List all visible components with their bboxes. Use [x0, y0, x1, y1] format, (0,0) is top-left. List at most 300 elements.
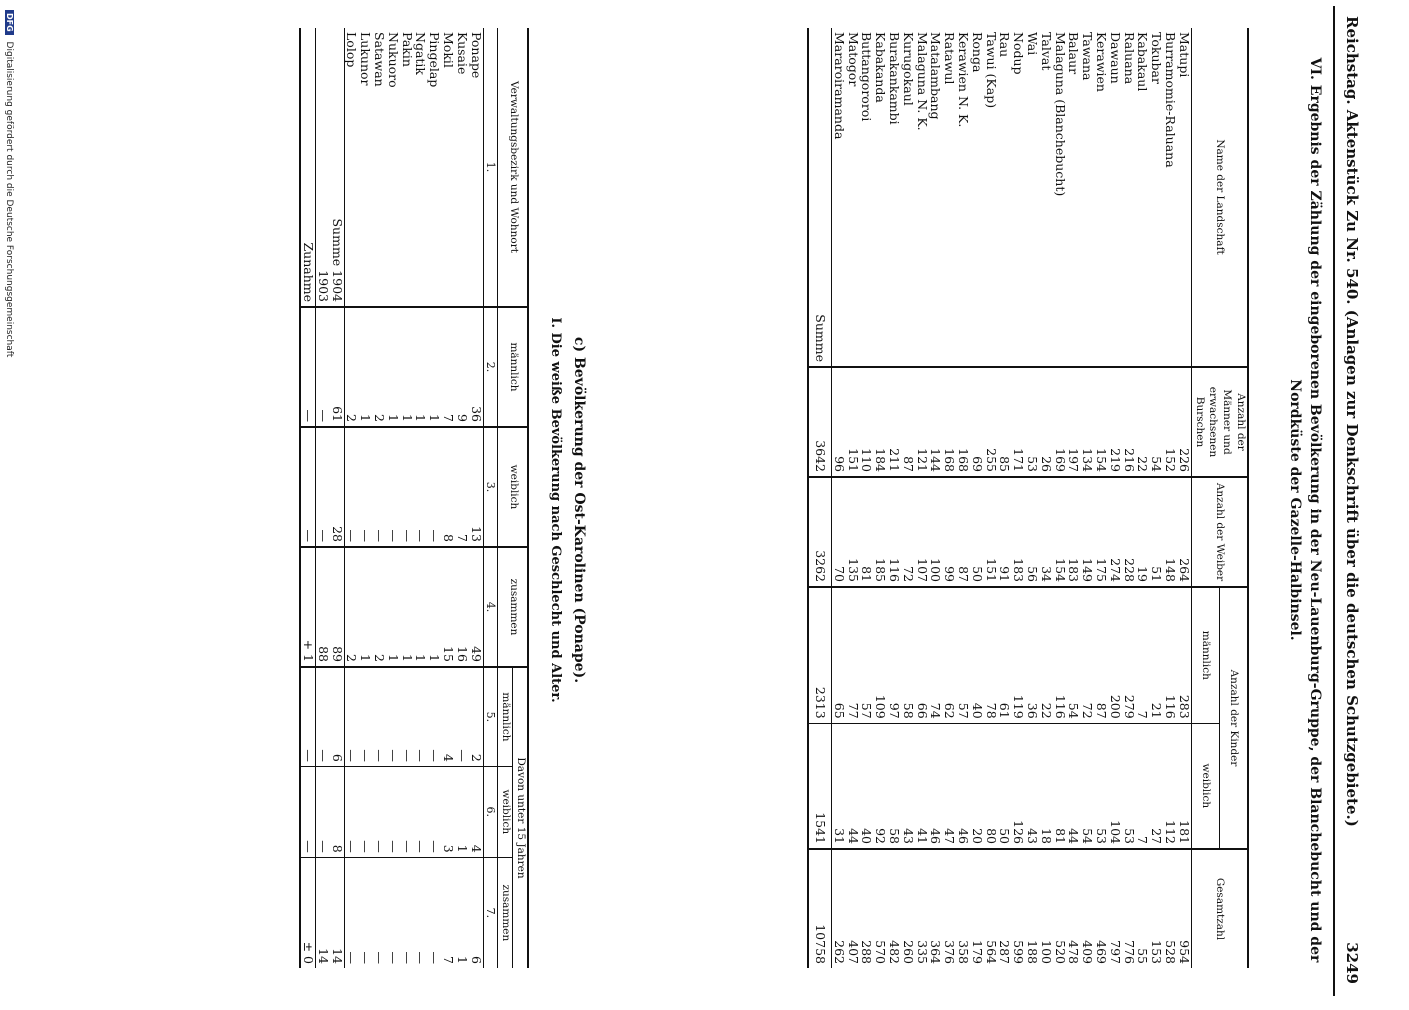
- female-count: 7: [455, 427, 469, 547]
- together-count: 88: [316, 547, 330, 667]
- header-title: Reichstag. Aktenstück Zu Nr. 540. (Anlagen zur Denkschrift über die deutschen Schutzgebiete.): [1343, 16, 1361, 827]
- men-count: 168: [942, 367, 956, 477]
- table-row: [832, 28, 846, 968]
- col-header-male: männlich: [498, 307, 528, 427]
- male-u15-count: —: [316, 667, 330, 766]
- women-count: 81: [860, 477, 874, 587]
- together-count: 1: [414, 547, 428, 667]
- female-u15-count: 8: [330, 766, 344, 857]
- landscape-name: Kerawien: [1094, 32, 1110, 92]
- male-u15-count: —: [300, 667, 315, 766]
- total-count: 478: [1067, 849, 1081, 968]
- boys-count: 21: [1149, 587, 1163, 723]
- sum-girls: 1541: [808, 723, 831, 849]
- district-name: Lolop: [344, 32, 360, 68]
- landscape-name: Matogor: [845, 32, 861, 87]
- female-u15-count: —: [358, 766, 372, 857]
- section-title: VI. Ergebnis der Zählung der eingeborenen Bevölkerung in der Neu-Lauenburg-Gruppe, der Blanchebucht und der Nordküste der Gazelle-Halbinsel.: [1287, 57, 1323, 963]
- footer-text: Digitalisierung gefördert durch die Deutsche Forschungsgemeinschaft: [4, 41, 14, 358]
- women-count: 72: [901, 477, 915, 587]
- boys-count: 116: [1163, 587, 1177, 723]
- sum-men: 3642: [808, 367, 831, 477]
- women-count: 183: [1011, 477, 1025, 587]
- boys-count: 61: [998, 587, 1012, 723]
- table-row: [1108, 28, 1122, 968]
- sum-row: [808, 28, 831, 968]
- female-u15-count: —: [344, 766, 358, 857]
- male-count: 1: [358, 307, 372, 427]
- boys-count: 119: [1011, 587, 1025, 723]
- col-header-under15: Davon unter 15 Jahren: [513, 667, 528, 968]
- boys-count: 62: [942, 587, 956, 723]
- sum-boys: 2313: [808, 587, 831, 723]
- total-count: 407: [846, 849, 860, 968]
- boys-count: 77: [846, 587, 860, 723]
- total-count: 55: [1136, 849, 1150, 968]
- total-count: 528: [1163, 849, 1177, 968]
- boys-count: 74: [929, 587, 943, 723]
- total-count: 520: [1053, 849, 1067, 968]
- women-count: 154: [1053, 477, 1067, 587]
- women-count: 228: [1122, 477, 1136, 587]
- male-count: —: [316, 307, 330, 427]
- district-name: Mokil: [441, 32, 457, 68]
- table-row: [1011, 28, 1025, 968]
- male-count: —: [300, 307, 315, 427]
- women-count: 87: [956, 477, 970, 587]
- total-count: 260: [901, 849, 915, 968]
- women-count: 19: [1136, 477, 1150, 587]
- footer: [4, 0, 14, 1010]
- landscape-name: Mararoiramanda: [831, 32, 847, 140]
- landscape-name: Malaguna (Blanchebucht): [1052, 32, 1068, 197]
- girls-count: 18: [1039, 723, 1053, 849]
- women-count: 50: [970, 477, 984, 587]
- table-row: [915, 28, 929, 968]
- women-count: 99: [942, 477, 956, 587]
- women-count: 51: [1149, 477, 1163, 587]
- landscape-name: Balaur: [1066, 32, 1082, 75]
- girls-count: 43: [1025, 723, 1039, 849]
- girls-count: 43: [901, 723, 915, 849]
- district-name: Pakin: [399, 32, 415, 67]
- girls-count: 20: [970, 723, 984, 849]
- female-u15-count: —: [414, 766, 428, 857]
- boys-count: 66: [915, 587, 929, 723]
- women-count: 183: [1067, 477, 1081, 587]
- men-count: 134: [1080, 367, 1094, 477]
- together-u15-count: 14: [316, 857, 330, 968]
- total-count: 469: [1094, 849, 1108, 968]
- male-u15-count: —: [358, 667, 372, 766]
- table-row: [372, 28, 386, 968]
- girls-count: 80: [984, 723, 998, 849]
- boys-count: 97: [887, 587, 901, 723]
- table-row: [984, 28, 998, 968]
- girls-count: 112: [1163, 723, 1177, 849]
- male-count: 1: [386, 307, 400, 427]
- girls-count: 104: [1108, 723, 1122, 849]
- boys-count: 116: [1053, 587, 1067, 723]
- together-u15-count: —: [372, 857, 386, 968]
- women-count: 91: [998, 477, 1012, 587]
- male-u15-count: 2: [469, 667, 483, 766]
- together-count: 1: [400, 547, 414, 667]
- together-count: 1: [386, 547, 400, 667]
- district-name: Satawan: [372, 32, 388, 87]
- women-count: 116: [887, 477, 901, 587]
- together-count: + 1: [300, 547, 315, 667]
- table-row: [970, 28, 984, 968]
- women-count: 34: [1039, 477, 1053, 587]
- boys-count: 109: [873, 587, 887, 723]
- total-count: 335: [915, 849, 929, 968]
- district-name: Summe 1904: [330, 28, 344, 307]
- girls-count: 50: [998, 723, 1012, 849]
- landscape-name: Dawaun: [1107, 32, 1123, 84]
- girls-count: 44: [846, 723, 860, 849]
- together-u15-count: ± 0: [300, 857, 315, 968]
- female-u15-count: 3: [441, 766, 455, 857]
- landscape-name: Kurugokaul: [900, 32, 916, 106]
- table-row: [998, 28, 1012, 968]
- male-u15-count: 6: [330, 667, 344, 766]
- boys-count: 22: [1039, 587, 1053, 723]
- boys-count: 54: [1067, 587, 1081, 723]
- district-name: Ngatik: [413, 32, 429, 75]
- together-u15-count: —: [386, 857, 400, 968]
- female-count: —: [344, 427, 358, 547]
- table-row: [846, 28, 860, 968]
- female-count: —: [386, 427, 400, 547]
- men-count: 171: [1011, 367, 1025, 477]
- landscape-name: Wai: [1025, 32, 1041, 56]
- landscape-name: Kabakanda: [873, 32, 889, 103]
- boys-count: 57: [956, 587, 970, 723]
- girls-count: 41: [915, 723, 929, 849]
- col-header-girls: weiblich: [1191, 723, 1219, 849]
- men-count: 169: [1053, 367, 1067, 477]
- total-count: 482: [887, 849, 901, 968]
- men-count: 154: [1094, 367, 1108, 477]
- col-header-name: Name der Landschaft: [1191, 28, 1248, 367]
- women-count: 148: [1163, 477, 1177, 587]
- landscape-name: Matupi: [1176, 32, 1192, 78]
- table-row: [1025, 28, 1039, 968]
- col-header-together: zusammen: [498, 547, 528, 667]
- female-count: —: [414, 427, 428, 547]
- men-count: 211: [887, 367, 901, 477]
- district-name: Kusaie: [454, 32, 470, 75]
- section-c-subheading: I. Die weiße Bevölkerung nach Geschlecht und Alter.: [548, 317, 563, 703]
- together-count: 89: [330, 547, 344, 667]
- column-number: 6.: [483, 766, 498, 857]
- men-count: 121: [915, 367, 929, 477]
- table-row: [344, 28, 358, 968]
- table-row: [1122, 28, 1136, 968]
- total-count: 564: [984, 849, 998, 968]
- women-count: 135: [846, 477, 860, 587]
- column-number: 2.: [483, 307, 498, 427]
- together-count: 1: [427, 547, 441, 667]
- col-header-male-u15: männlich: [498, 667, 513, 766]
- together-u15-count: —: [344, 857, 358, 968]
- col-header-female-u15: weiblich: [498, 766, 513, 857]
- table-row: [1094, 28, 1108, 968]
- men-count: 85: [998, 367, 1012, 477]
- girls-count: 81: [1053, 723, 1067, 849]
- table-row: [942, 28, 956, 968]
- girls-count: 47: [942, 723, 956, 849]
- women-count: 107: [915, 477, 929, 587]
- landscape-name: Rau: [997, 32, 1013, 58]
- col-header-together-u15: zusammen: [498, 857, 513, 968]
- landscape-name: Ratawul: [942, 32, 958, 85]
- sum-1903-row: [316, 28, 330, 968]
- total-count: 376: [942, 849, 956, 968]
- table-row: [1149, 28, 1163, 968]
- col-header-total: Gesamtzahl: [1191, 849, 1248, 968]
- female-count: —: [400, 427, 414, 547]
- page-number: 3249: [1343, 942, 1361, 984]
- sum-label: Summe: [808, 28, 831, 367]
- male-u15-count: —: [386, 667, 400, 766]
- page-header: [1333, 6, 1369, 996]
- landscape-name: Kabakaul: [1135, 32, 1151, 92]
- girls-count: 54: [1080, 723, 1094, 849]
- col-header-men: Anzahl der Männer und erwachsenen Burschen: [1191, 367, 1248, 477]
- together-count: 15: [441, 547, 455, 667]
- boys-count: 58: [901, 587, 915, 723]
- female-count: —: [358, 427, 372, 547]
- male-count: 61: [330, 307, 344, 427]
- population-table-gazelle: [807, 28, 1249, 968]
- girls-count: 27: [1149, 723, 1163, 849]
- landscape-name: Buttangororoi: [859, 32, 875, 122]
- district-name: Ponape: [468, 32, 484, 79]
- table-row: [469, 28, 483, 968]
- together-u15-count: 6: [469, 857, 483, 968]
- col-header-district: Verwaltungsbezirk und Wohnort: [498, 28, 528, 307]
- col-header-children: Anzahl der Kinder: [1219, 587, 1248, 849]
- landscape-name: Raluana: [1121, 32, 1137, 85]
- male-u15-count: 4: [441, 667, 455, 766]
- column-number: 4.: [483, 547, 498, 667]
- total-count: 599: [1011, 849, 1025, 968]
- female-u15-count: 1: [455, 766, 469, 857]
- table-row: [1080, 28, 1094, 968]
- together-count: 16: [455, 547, 469, 667]
- together-count: 1: [358, 547, 372, 667]
- men-count: 152: [1163, 367, 1177, 477]
- table-row: [427, 28, 441, 968]
- female-u15-count: 4: [469, 766, 483, 857]
- female-count: —: [427, 427, 441, 547]
- white-population-table: [299, 28, 529, 968]
- male-u15-count: —: [372, 667, 386, 766]
- total-count: 797: [1108, 849, 1122, 968]
- total-count: 188: [1025, 849, 1039, 968]
- female-count: —: [300, 427, 315, 547]
- district-name: Zunahme: [300, 28, 315, 307]
- landscape-name: Talvat: [1038, 32, 1054, 71]
- table-row: [386, 28, 400, 968]
- men-count: 22: [1136, 367, 1150, 477]
- girls-count: 181: [1177, 723, 1191, 849]
- column-number-row: [483, 28, 498, 968]
- girls-count: 7: [1136, 723, 1150, 849]
- table-row: [1067, 28, 1081, 968]
- boys-count: 57: [860, 587, 874, 723]
- district-name: 1903: [315, 270, 331, 302]
- women-count: 151: [984, 477, 998, 587]
- section-c-heading: c) Bevölkerung der Ost-Karolinen (Ponape).: [571, 336, 587, 684]
- male-u15-count: —: [400, 667, 414, 766]
- girls-count: 31: [832, 723, 846, 849]
- boys-count: 7: [1136, 587, 1150, 723]
- men-count: 53: [1025, 367, 1039, 477]
- total-count: 358: [956, 849, 970, 968]
- table-row: [901, 28, 915, 968]
- total-count: 776: [1122, 849, 1136, 968]
- sum-1904-row: [330, 28, 344, 968]
- girls-count: 40: [860, 723, 874, 849]
- column-number: 7.: [483, 857, 498, 968]
- boys-count: 283: [1177, 587, 1191, 723]
- men-count: 87: [901, 367, 915, 477]
- girls-count: 44: [1067, 723, 1081, 849]
- boys-count: 200: [1108, 587, 1122, 723]
- total-count: 288: [860, 849, 874, 968]
- table-row: [860, 28, 874, 968]
- men-count: 151: [846, 367, 860, 477]
- total-count: 179: [970, 849, 984, 968]
- col-header-boys: männlich: [1191, 587, 1219, 723]
- table2-body: [300, 28, 498, 968]
- women-count: 100: [929, 477, 943, 587]
- together-count: 49: [469, 547, 483, 667]
- landscape-name: Burramomie-Raluana: [1163, 32, 1179, 168]
- total-count: 409: [1080, 849, 1094, 968]
- table-row: [441, 28, 455, 968]
- landscape-name: Tokubar: [1149, 32, 1165, 84]
- men-count: 144: [929, 367, 943, 477]
- table-row: [400, 28, 414, 968]
- women-count: 56: [1025, 477, 1039, 587]
- men-count: 110: [860, 367, 874, 477]
- women-count: 175: [1094, 477, 1108, 587]
- male-count: 7: [441, 307, 455, 427]
- together-u15-count: 7: [441, 857, 455, 968]
- male-count: 1: [414, 307, 428, 427]
- male-count: 2: [372, 307, 386, 427]
- dfg-logo: DFG: [5, 10, 14, 35]
- table-row: [1177, 28, 1191, 968]
- female-u15-count: —: [427, 766, 441, 857]
- total-count: 153: [1149, 849, 1163, 968]
- male-u15-count: —: [455, 667, 469, 766]
- boys-count: 72: [1080, 587, 1094, 723]
- men-count: 54: [1149, 367, 1163, 477]
- total-count: 954: [1177, 849, 1191, 968]
- district-name: Pingelap: [427, 32, 443, 88]
- boys-count: 78: [984, 587, 998, 723]
- landscape-name: Ronga: [969, 32, 985, 73]
- district-name: Lukunor: [358, 32, 374, 86]
- table-row: [1163, 28, 1177, 968]
- male-count: 1: [400, 307, 414, 427]
- table-row: [455, 28, 469, 968]
- col-header-female: weiblich: [498, 427, 528, 547]
- total-count: 364: [929, 849, 943, 968]
- boys-count: 87: [1094, 587, 1108, 723]
- women-count: 149: [1080, 477, 1094, 587]
- together-count: 2: [372, 547, 386, 667]
- table-row: [1053, 28, 1067, 968]
- women-count: 185: [873, 477, 887, 587]
- total-count: 287: [998, 849, 1012, 968]
- table-row: [1136, 28, 1150, 968]
- female-count: —: [316, 427, 330, 547]
- men-count: 184: [873, 367, 887, 477]
- together-u15-count: —: [358, 857, 372, 968]
- together-count: 2: [344, 547, 358, 667]
- male-u15-count: —: [427, 667, 441, 766]
- landscape-name: Tawana: [1080, 32, 1096, 81]
- male-u15-count: —: [414, 667, 428, 766]
- boys-count: 279: [1122, 587, 1136, 723]
- sum-total: 10758: [808, 849, 831, 968]
- female-u15-count: —: [300, 766, 315, 857]
- male-count: 2: [344, 307, 358, 427]
- landscape-name: Burakankambi: [887, 32, 903, 125]
- total-count: 262: [832, 849, 846, 968]
- column-number: 1.: [483, 28, 498, 307]
- total-count: 100: [1039, 849, 1053, 968]
- female-count: 28: [330, 427, 344, 547]
- landscape-name: Tawui (Kap): [983, 32, 999, 109]
- girls-count: 53: [1094, 723, 1108, 849]
- men-count: 216: [1122, 367, 1136, 477]
- men-count: 69: [970, 367, 984, 477]
- women-count: 264: [1177, 477, 1191, 587]
- female-u15-count: —: [386, 766, 400, 857]
- boys-count: 36: [1025, 587, 1039, 723]
- change-row: [300, 28, 315, 968]
- table-row: [929, 28, 943, 968]
- male-count: 1: [427, 307, 441, 427]
- girls-count: 92: [873, 723, 887, 849]
- girls-count: 126: [1011, 723, 1025, 849]
- men-count: 168: [956, 367, 970, 477]
- female-u15-count: —: [316, 766, 330, 857]
- table1-body: [808, 28, 1191, 968]
- sum-women: 3262: [808, 477, 831, 587]
- female-u15-count: —: [400, 766, 414, 857]
- together-u15-count: 14: [330, 857, 344, 968]
- male-count: 36: [469, 307, 483, 427]
- female-u15-count: —: [372, 766, 386, 857]
- column-number: 3.: [483, 427, 498, 547]
- boys-count: 65: [832, 587, 846, 723]
- female-count: —: [372, 427, 386, 547]
- together-u15-count: —: [427, 857, 441, 968]
- girls-count: 46: [929, 723, 943, 849]
- table-row: [873, 28, 887, 968]
- district-name: Nukuoro: [385, 32, 401, 88]
- women-count: 70: [832, 477, 846, 587]
- column-number: 5.: [483, 667, 498, 766]
